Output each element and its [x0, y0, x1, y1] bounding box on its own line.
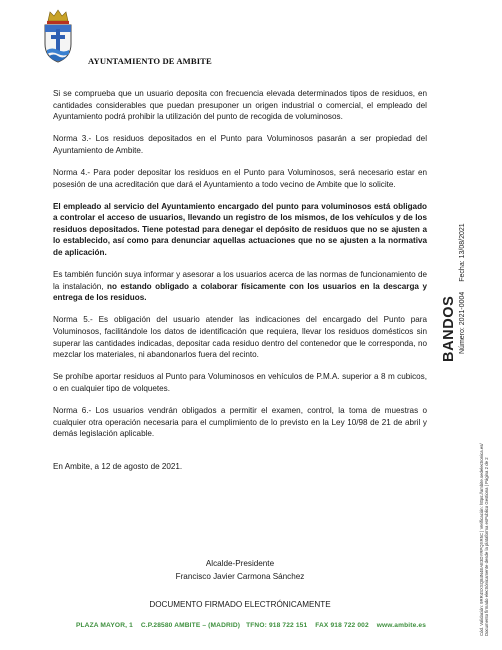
coat-of-arms-icon [40, 8, 76, 66]
doc-number-date [459, 213, 466, 354]
signed-electronically-note: DOCUMENTO FIRMADO ELECTRÓNICAMENTE [149, 600, 331, 609]
paragraph-vehicle-limit: Se prohíbe aportar residuos al Punto para Voluminosos en vehículos de P.M.A. superior a 8 m cubicos, o en cualquier tipo de volquetes. [53, 372, 427, 393]
verification-line-2: Documento firmado electrónicamente desde la plataforma esPublico Gestiona | Página 2 de 2 [484, 457, 490, 636]
paragraph-norma-3: Norma 3.- Los residuos depositados en el Punto para Voluminosos pasarán a ser propiedad del Ayuntamiento de Ambite. [53, 134, 427, 155]
verification-code [479, 443, 490, 636]
organization-name: AYUNTAMIENTO DE AMBITE [88, 56, 212, 66]
date-line: En Ambite, a 12 de agosto de 2021. [53, 461, 183, 471]
paragraph-prohibition: Si se comprueba que un usuario deposita con frecuencia elevada determinados tipos de residuos, en cantidades considerables que puedan presuponer un origen industrial o comercial, el empleado del Ayuntamiento podrá prohibir la utilización del punto de recogida de voluminosos. [53, 89, 427, 122]
signer-name: Francisco Javier Carmona Sánchez [175, 571, 305, 581]
letterhead [40, 8, 340, 70]
doc-date: Fecha: 13/08/2021 [459, 223, 466, 282]
paragraph-norma-5: Norma 5.- Es obligación del usuario atender las indicaciones del encargado del Punto para Voluminosos, facilitándole los datos de identificación que requiera, llevar los residuos domésticos sin superar las cantidades indicadas, depositar cada residuo dentro del contenedor que le corresponda, no mezclar los materiales, ni abandonarlos fuera del recinto. [53, 315, 427, 360]
paragraph-employee-duties: El empleado al servicio del Ayuntamiento encargado del punto para voluminosos está obligado a controlar el acceso de usuarios, llevando un registro de los mismos, de los vehículos y de los residuos depositados. Tiene potestad para denegar el depósito de residuos que no se ajusten a lo establecido, así como para denunciar aquellas actuaciones que no se ajusten a la normativa de aplicación. [53, 201, 427, 258]
paragraph-norma-6: Norma 6.- Los usuarios vendrán obligados a permitir el examen, control, la toma de muestras o cualquier otra operación necesaria para el cumplimiento de lo previsto en la Ley 10/98 de 21 de abril y demás legislación aplicable. [53, 405, 427, 439]
employee-info-bold: no estando obligado a colaborar físicamente con los usuarios en la descarga y entrega de los residuos. [53, 281, 427, 303]
doc-type-label: BANDOS [441, 295, 457, 362]
employee-info-text: Es también función suya informar y asesorar a los usuarios acerca de las normas de funcionamiento de la instalación, [53, 270, 427, 291]
signature-block [53, 558, 427, 583]
paragraph-norma-4: Norma 4.- Para poder depositar los residuos en el Punto para Voluminosos, será necesario estar en posesión de una acreditación que dará el Ayuntamiento a todo vecino de Ambite que lo solicite. [53, 167, 427, 189]
paragraph-employee-info [53, 269, 427, 304]
footer-address: PLAZA MAYOR, 1 C.P.28580 AMBITE – (MADRID) TFNO: 918 722 151 FAX 918 722 002 www.ambite.es [75, 622, 427, 629]
signer-role: Alcalde-Presidente [205, 559, 275, 568]
verification-line-1: Cód. Validación: 9RR4SXSQ84N4EAE3DYRPQXR5C | Verificación: https://ambite.sedelectronica.es/ [479, 443, 484, 636]
document-body [53, 88, 427, 472]
doc-number: Número: 2021-0004 [459, 291, 466, 354]
